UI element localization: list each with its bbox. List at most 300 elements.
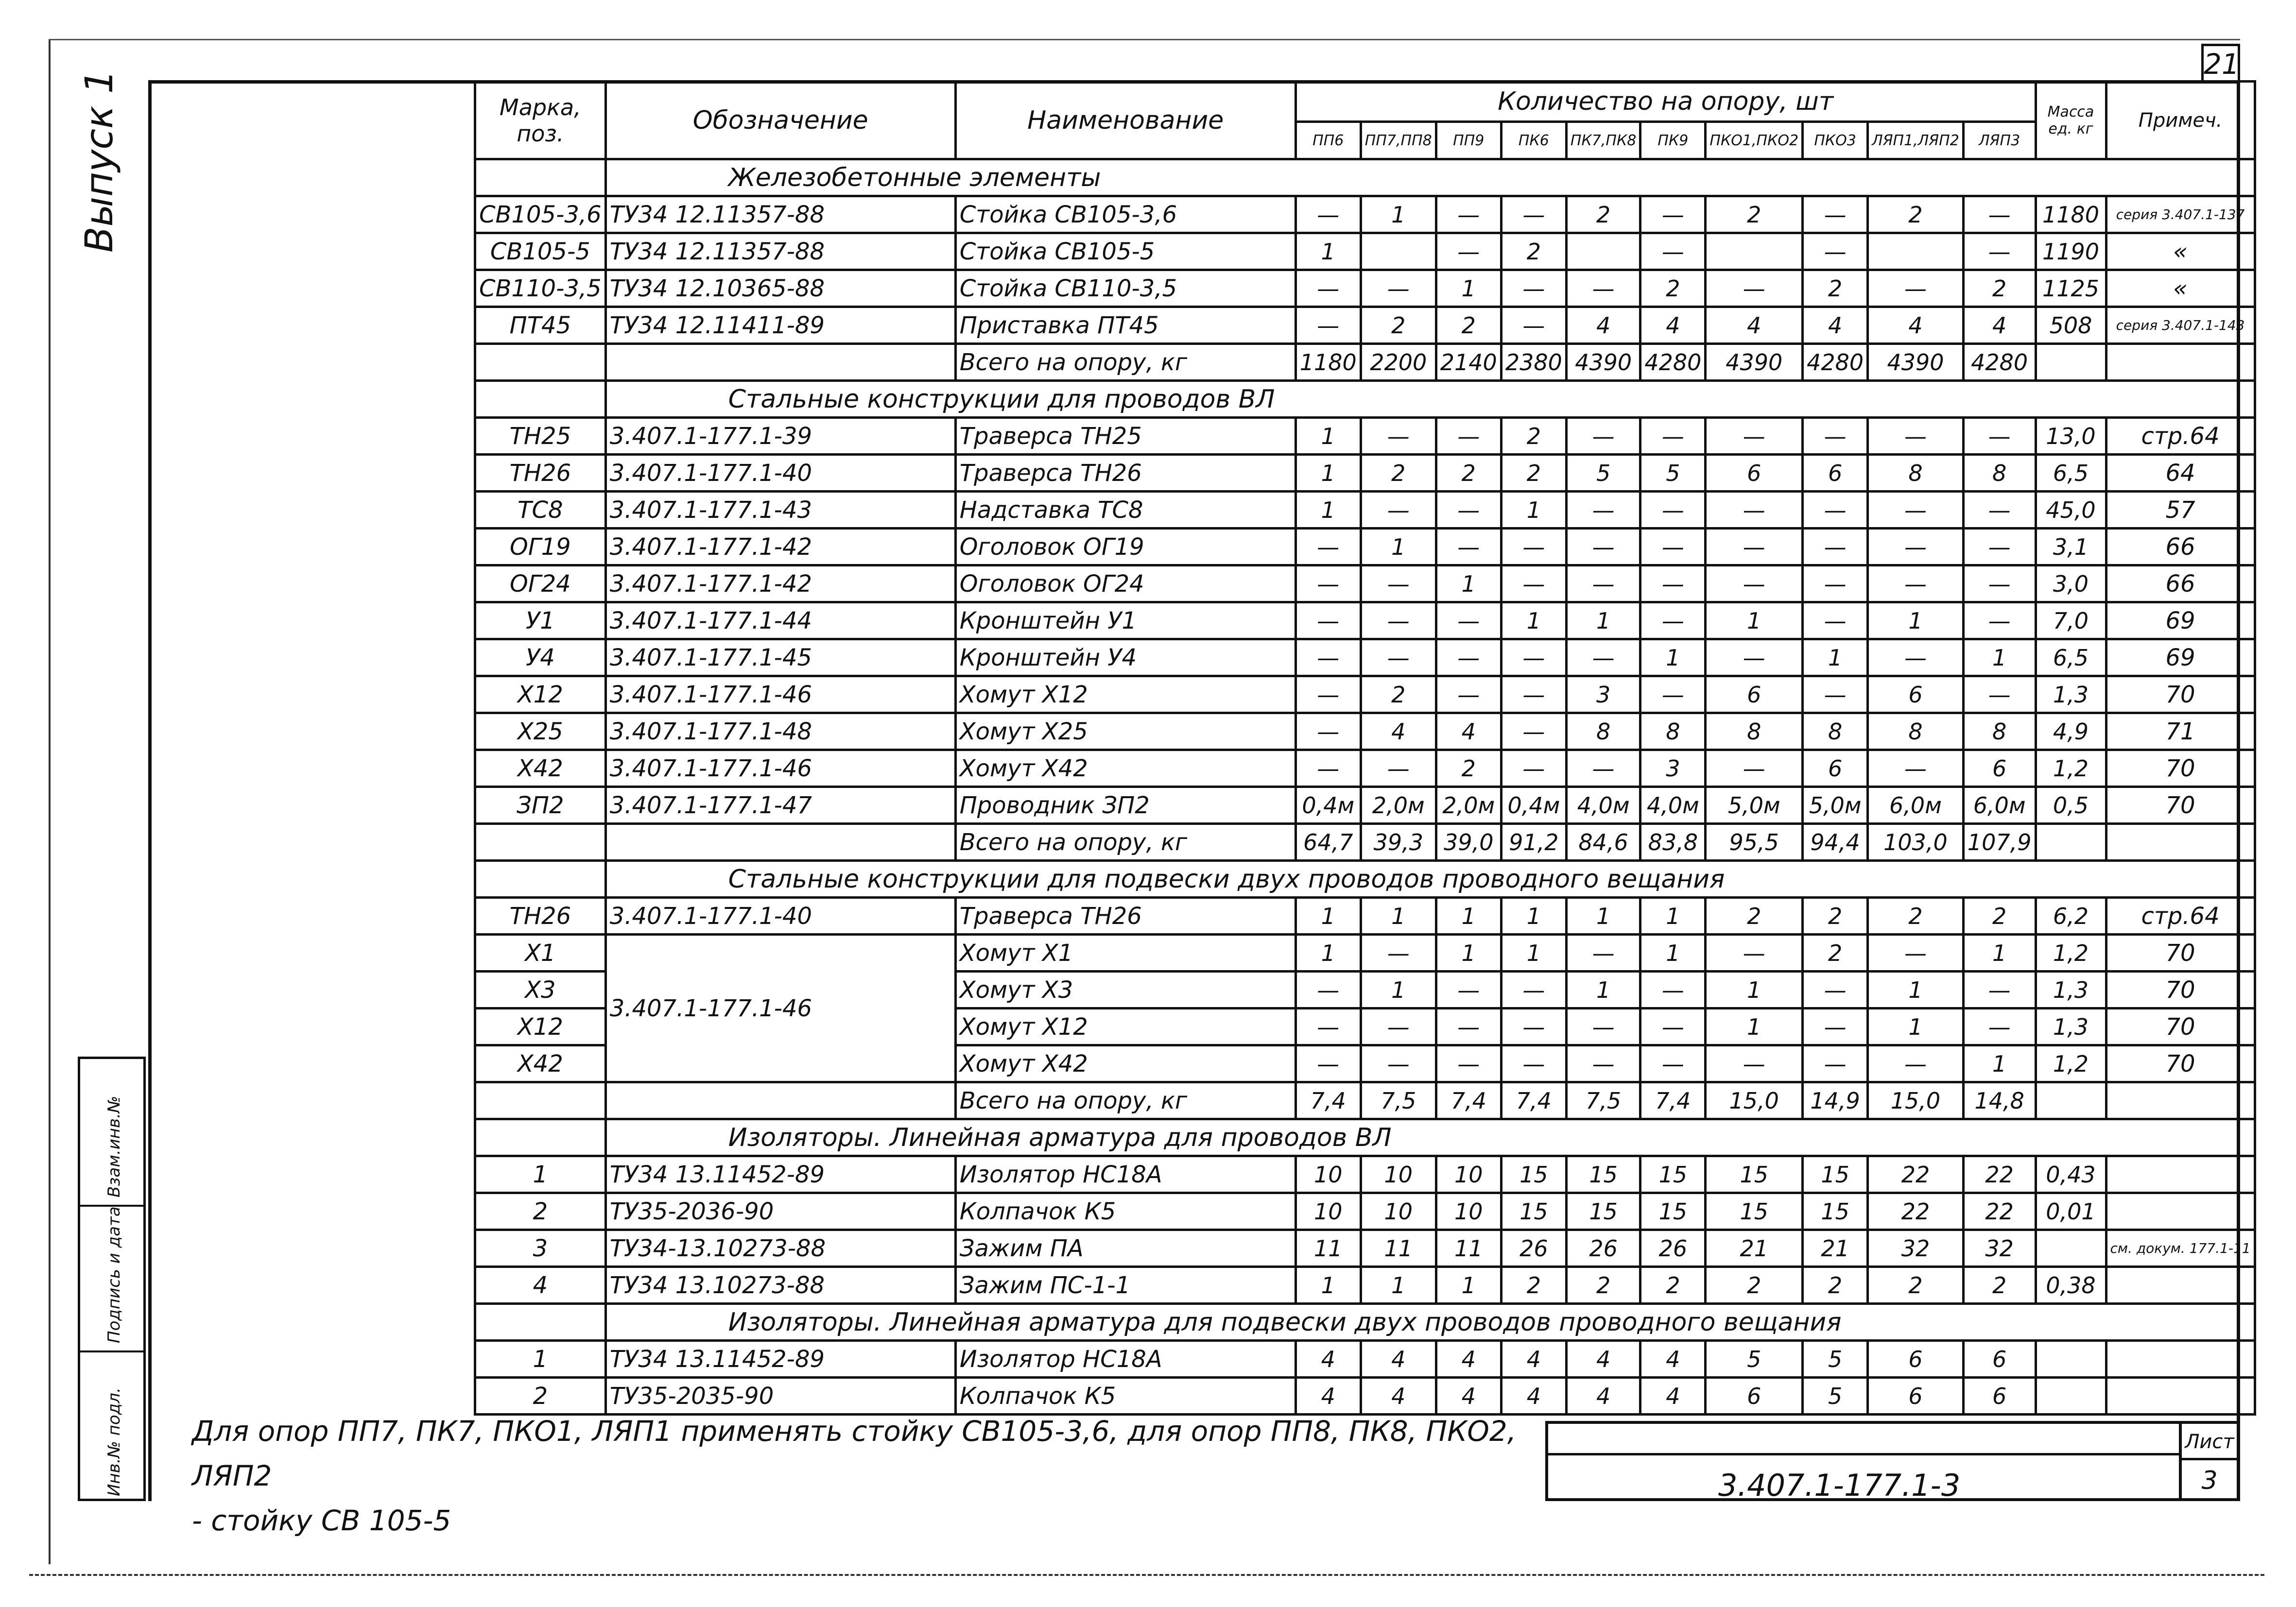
cell-quantity: 2 [1501,1267,1566,1304]
section-title: Стальные конструкции для подвески двух проводов проводного вещания [605,861,2255,898]
section-title-spacer [475,861,606,898]
cell-note: « [2106,270,2255,307]
cell-quantity: 4 [1706,307,1803,344]
cell-name: Надставка ТС8 [955,492,1295,529]
cell-quantity: 4 [1566,1378,1640,1415]
cell-name: Стойка СВ105-5 [955,233,1295,270]
cell-quantity: — [1436,1009,1501,1045]
cell-quantity: — [1436,492,1501,529]
cell-unit-mass: 6,5 [2036,639,2106,676]
table-row [475,676,2255,713]
cell-note [2106,1193,2255,1230]
cell-quantity: — [1868,935,1964,972]
cell-quantity: 8 [1706,713,1803,750]
cell-quantity: 1 [1868,602,1964,639]
cell-quantity: 2 [1963,1267,2036,1304]
cell-note: 66 [2106,529,2255,565]
side-title-text: Выпуск 1 [78,69,121,253]
cell-unit-mass [2036,1341,2106,1378]
cell-note: 64 [2106,455,2255,492]
cell-note: стр.64 [2106,418,2255,455]
cell-note: 70 [2106,1009,2255,1045]
cell-quantity: 2 [1501,455,1566,492]
cell-quantity: — [1566,1009,1640,1045]
cell-quantity: 32 [1868,1230,1964,1267]
cell-mark: ЗП2 [475,787,606,824]
cell-note: серия 3.407.1-143 [2106,307,2255,344]
cell-quantity: 7,5 [1361,1082,1436,1119]
cell-quantity: — [1295,676,1361,713]
cell-quantity: 4,0м [1566,787,1640,824]
header-unit-mass: Масса ед. кг [2036,82,2106,159]
cell-note: 66 [2106,565,2255,602]
cell-designation: ТУ34-13.10273-88 [605,1230,955,1267]
cell-quantity: 1 [1501,935,1566,972]
cell-quantity: — [1295,639,1361,676]
cell-quantity: — [1361,1045,1436,1082]
cell-unit-mass [2036,344,2106,381]
cell-quantity: — [1868,1045,1964,1082]
cell-quantity: 1 [1706,602,1803,639]
cell-note [2106,1341,2255,1378]
cell-quantity: — [1803,233,1868,270]
cell-quantity: 11 [1361,1230,1436,1267]
cell-note: 70 [2106,750,2255,787]
cell-designation: ТУ34 13.11452-89 [605,1341,955,1378]
cell-mark: 2 [475,1193,606,1230]
cell-quantity: 1 [1640,639,1706,676]
cell-quantity: — [1361,492,1436,529]
cell-quantity: — [1501,529,1566,565]
cell-quantity: 6,0м [1868,787,1964,824]
cell-quantity: 15 [1501,1156,1566,1193]
cell-quantity: 4 [1640,1341,1706,1378]
cell-unit-mass: 13,0 [2036,418,2106,455]
cell-unit-mass: 1,2 [2036,935,2106,972]
cell-note [2106,1082,2255,1119]
cell-unit-mass: 6,5 [2036,455,2106,492]
cell-quantity: — [1803,972,1868,1009]
section-title-spacer [475,381,606,418]
cell-quantity: 2 [1436,307,1501,344]
cell-name: Зажим ПА [955,1230,1295,1267]
cell-quantity: 8 [1868,713,1964,750]
table-row [475,1193,2255,1230]
header-mark: Марка, поз. [475,82,606,159]
cell-quantity: 4 [1803,307,1868,344]
cell-quantity: — [1501,713,1566,750]
cell-note: см. докум. 177.1-11 [2106,1230,2255,1267]
header-support-type: ЛЯП1,ЛЯП2 [1868,122,1964,159]
cell-quantity: 1 [1436,270,1501,307]
cell-quantity: 26 [1566,1230,1640,1267]
cell-quantity: 11 [1436,1230,1501,1267]
cell-quantity: 15 [1706,1193,1803,1230]
header-quantity: Количество на опору, шт [1295,82,2036,122]
cell-quantity: — [1501,307,1566,344]
cell-name: Изолятор НС18А [955,1156,1295,1193]
side-stamp [78,1057,146,1501]
cell-quantity: 5 [1706,1341,1803,1378]
cell-quantity: — [1963,418,2036,455]
cell-designation: 3.407.1-177.1-46 [605,676,955,713]
cell-quantity: 1 [1963,1045,2036,1082]
cell-quantity: — [1640,418,1706,455]
cell-quantity: 4 [1295,1341,1361,1378]
cell-name: Оголовок ОГ24 [955,565,1295,602]
table-row [475,713,2255,750]
cell-quantity: 2140 [1436,344,1501,381]
cell-note: 69 [2106,602,2255,639]
cell-note: 70 [2106,787,2255,824]
cell-quantity: — [1295,602,1361,639]
cell-quantity: 2 [1963,270,2036,307]
cell-name: Хомут Х25 [955,713,1295,750]
cell-mark [475,1082,606,1119]
cell-unit-mass: 6,2 [2036,898,2106,935]
cell-quantity: — [1640,492,1706,529]
cell-quantity: 6,0м [1963,787,2036,824]
table-row [475,418,2255,455]
cell-mark: Х12 [475,676,606,713]
cell-quantity: 1 [1436,898,1501,935]
cell-quantity: 2 [1640,270,1706,307]
cell-quantity: — [1566,1045,1640,1082]
cell-quantity: 21 [1803,1230,1868,1267]
cell-quantity: 4390 [1868,344,1964,381]
cell-designation: ТУ34 12.11411-89 [605,307,955,344]
header-support-type: ПК9 [1640,122,1706,159]
cell-designation [605,1082,955,1119]
cell-quantity: 8 [1640,713,1706,750]
cell-quantity: 4280 [1640,344,1706,381]
table-row [475,898,2255,935]
cell-mark: Х42 [475,1045,606,1082]
cell-unit-mass: 4,9 [2036,713,2106,750]
cell-quantity: 4280 [1963,344,2036,381]
cell-unit-mass: 1180 [2036,196,2106,233]
cell-name: Хомут Х12 [955,1009,1295,1045]
cell-quantity: — [1436,233,1501,270]
cell-designation: 3.407.1-177.1-40 [605,898,955,935]
cell-note: 71 [2106,713,2255,750]
cell-note: серия 3.407.1-137 [2106,196,2255,233]
cell-quantity: 39,0 [1436,824,1501,861]
title-block [1545,1421,2240,1501]
cell-quantity: 26 [1640,1230,1706,1267]
cell-quantity: — [1803,676,1868,713]
cell-mark: ТС8 [475,492,606,529]
cell-quantity: 7,4 [1436,1082,1501,1119]
cell-quantity: 6 [1963,1378,2036,1415]
cell-quantity: 1 [1295,455,1361,492]
cell-quantity: 2200 [1361,344,1436,381]
cell-name: Колпачок К5 [955,1378,1295,1415]
cell-quantity: — [1295,307,1361,344]
cell-quantity: 15 [1640,1156,1706,1193]
cell-quantity: 2 [1803,1267,1868,1304]
header-designation: Обозначение [605,82,955,159]
section-title-row [475,1119,2255,1156]
cell-quantity: 4 [1436,1341,1501,1378]
section-title-spacer [475,1304,606,1341]
cell-quantity: — [1640,1009,1706,1045]
cell-quantity: 2 [1436,455,1501,492]
cell-unit-mass: 0,38 [2036,1267,2106,1304]
cell-quantity: 1 [1963,935,2036,972]
cell-quantity: — [1295,1045,1361,1082]
cell-quantity: 7,4 [1640,1082,1706,1119]
cell-quantity: — [1963,196,2036,233]
header-support-type: ПП9 [1436,122,1501,159]
table-row [475,602,2255,639]
cell-quantity: 5 [1566,455,1640,492]
cell-quantity: 4 [1361,713,1436,750]
cell-quantity: 4 [1501,1341,1566,1378]
cell-quantity [1706,233,1803,270]
cell-unit-mass: 1190 [2036,233,2106,270]
title-block-divider [1548,1453,2180,1455]
cell-name: Всего на опору, кг [955,1082,1295,1119]
header-support-type: ПК7,ПК8 [1566,122,1640,159]
section-title: Изоляторы. Линейная арматура для проводов ВЛ [605,1119,2255,1156]
cell-quantity: 103,0 [1868,824,1964,861]
header-note: Примеч. [2106,82,2255,159]
cell-quantity: 22 [1868,1193,1964,1230]
cell-designation: 3.407.1-177.1-40 [605,455,955,492]
table-row [475,270,2255,307]
cell-quantity: 1 [1295,233,1361,270]
cell-quantity: — [1295,270,1361,307]
cell-quantity: — [1640,529,1706,565]
cell-designation [605,824,955,861]
cell-quantity: — [1868,492,1964,529]
cell-quantity: 4 [1566,307,1640,344]
cell-name: Оголовок ОГ19 [955,529,1295,565]
cell-quantity: 1 [1566,898,1640,935]
cell-designation: ТУ34 12.11357-88 [605,196,955,233]
cell-quantity: 4 [1640,1378,1706,1415]
cell-quantity: — [1566,418,1640,455]
cell-mark: 2 [475,1378,606,1415]
cell-quantity: 1 [1501,898,1566,935]
cell-quantity: 1 [1868,972,1964,1009]
cell-quantity: — [1640,196,1706,233]
cell-designation: 3.407.1-177.1-39 [605,418,955,455]
cell-quantity: — [1640,972,1706,1009]
cell-name: Стойка СВ110-3,5 [955,270,1295,307]
section-title-row [475,381,2255,418]
cell-quantity: 15 [1640,1193,1706,1230]
table-row [475,1082,2255,1119]
cell-mark: ТН26 [475,455,606,492]
header-name: Наименование [955,82,1295,159]
cell-note: 70 [2106,972,2255,1009]
cell-quantity: 1 [1361,529,1436,565]
cell-name: Хомут Х1 [955,935,1295,972]
cell-quantity: — [1361,418,1436,455]
cell-quantity: 4 [1640,307,1706,344]
cell-quantity: — [1706,492,1803,529]
cell-unit-mass [2036,1082,2106,1119]
section-title-spacer [475,1119,606,1156]
cell-quantity: 8 [1566,713,1640,750]
table-row [475,1156,2255,1193]
cell-designation: ТУ34 13.11452-89 [605,1156,955,1193]
cell-quantity: 2 [1803,270,1868,307]
cell-quantity: 91,2 [1501,824,1566,861]
cell-quantity: — [1501,1009,1566,1045]
cell-quantity: — [1803,1045,1868,1082]
cell-quantity: 15 [1566,1156,1640,1193]
cell-quantity: — [1501,750,1566,787]
cell-quantity: 1 [1361,898,1436,935]
cell-mark: ОГ19 [475,529,606,565]
cell-quantity: 2 [1706,196,1803,233]
cell-quantity: 22 [1963,1156,2036,1193]
cell-mark: 1 [475,1156,606,1193]
drawing-note [192,1409,1553,1543]
table-header [475,82,2255,159]
table-row [475,1230,2255,1267]
cell-quantity: — [1361,639,1436,676]
cell-designation: ТУ34 12.11357-88 [605,233,955,270]
cell-unit-mass: 45,0 [2036,492,2106,529]
cell-note: 70 [2106,1045,2255,1082]
cell-quantity: — [1566,529,1640,565]
cell-designation: 3.407.1-177.1-42 [605,565,955,602]
cell-quantity: — [1436,418,1501,455]
cell-quantity: 0,4м [1295,787,1361,824]
cell-designation: 3.407.1-177.1-46 [605,750,955,787]
section-title-row [475,1304,2255,1341]
cell-quantity: — [1566,565,1640,602]
cell-quantity: — [1295,972,1361,1009]
sheet-corner-number: 21 [2201,44,2240,80]
cell-quantity: — [1501,676,1566,713]
cell-unit-mass: 0,01 [2036,1193,2106,1230]
cell-quantity: 11 [1295,1230,1361,1267]
cell-quantity: 3 [1640,750,1706,787]
cell-quantity: 1 [1361,196,1436,233]
cell-quantity: 1 [1566,602,1640,639]
note-line-1: Для опор ПП7, ПК7, ПКО1, ЛЯП1 применять стойку СВ105-3,6, для опор ПП8, ПК8, ПКО2, ЛЯП2 [192,1415,1517,1492]
cell-quantity: 15 [1706,1156,1803,1193]
cell-designation: 3.407.1-177.1-45 [605,639,955,676]
cell-quantity: 4 [1963,307,2036,344]
cell-mark: СВ105-5 [475,233,606,270]
cell-quantity: 2 [1566,196,1640,233]
document-code: 3.407.1-177.1-3 [1718,1468,1961,1503]
cell-quantity: 1180 [1295,344,1361,381]
cell-quantity: 6 [1963,1341,2036,1378]
cell-quantity: — [1963,233,2036,270]
header-support-type: ПП7,ПП8 [1361,122,1436,159]
cell-unit-mass: 1,3 [2036,972,2106,1009]
cell-quantity: 5 [1640,455,1706,492]
cell-quantity: — [1868,529,1964,565]
section-title: Изоляторы. Линейная арматура для подвески двух проводов проводного вещания [605,1304,2255,1341]
header-support-type: ПК6 [1501,122,1566,159]
cell-quantity: 1 [1361,1267,1436,1304]
cell-quantity: — [1963,1009,2036,1045]
section-title: Железобетонные элементы [605,159,2255,196]
cell-quantity: 10 [1361,1156,1436,1193]
cell-quantity: — [1640,1045,1706,1082]
cell-quantity: — [1640,602,1706,639]
cell-quantity: 4390 [1706,344,1803,381]
cell-quantity: — [1706,750,1803,787]
cell-quantity: 15 [1803,1193,1868,1230]
cell-quantity: — [1706,270,1803,307]
cell-quantity: — [1295,750,1361,787]
cell-designation: 3.407.1-177.1-42 [605,529,955,565]
cell-quantity: 2 [1501,233,1566,270]
cell-quantity: 0,4м [1501,787,1566,824]
cell-quantity: 2 [1868,196,1964,233]
header-support-type: ПКО3 [1803,122,1868,159]
cell-note: 57 [2106,492,2255,529]
cell-quantity: — [1868,565,1964,602]
table-row [475,565,2255,602]
table-row [475,824,2255,861]
cell-mark: ТН25 [475,418,606,455]
cell-quantity [1566,233,1640,270]
cell-quantity: 5 [1803,1341,1868,1378]
cell-note: стр.64 [2106,898,2255,935]
cell-quantity: 1 [1868,1009,1964,1045]
cell-quantity: 1 [1361,972,1436,1009]
header-support-type: ЛЯП3 [1963,122,2036,159]
cell-quantity: 26 [1501,1230,1566,1267]
cell-quantity: 32 [1963,1230,2036,1267]
cell-quantity: 95,5 [1706,824,1803,861]
cell-mark: ТН26 [475,898,606,935]
cell-note: 70 [2106,676,2255,713]
cell-quantity: 14,8 [1963,1082,2036,1119]
cell-quantity: 8 [1803,713,1868,750]
cell-quantity: 64,7 [1295,824,1361,861]
cell-quantity: 2 [1963,898,2036,935]
cell-quantity: — [1295,196,1361,233]
cell-quantity: 4 [1295,1378,1361,1415]
cell-quantity: — [1501,972,1566,1009]
cell-quantity: — [1803,529,1868,565]
cell-quantity: — [1963,492,2036,529]
cell-designation: ТУ34 13.10273-88 [605,1267,955,1304]
cell-quantity: 6 [1706,676,1803,713]
cell-designation: 3.407.1-177.1-47 [605,787,955,824]
cell-quantity: 7,4 [1295,1082,1361,1119]
cell-quantity: 1 [1706,1009,1803,1045]
cell-quantity: 1 [1295,935,1361,972]
cell-quantity: 21 [1706,1230,1803,1267]
cell-quantity: 10 [1361,1193,1436,1230]
cell-quantity: 4280 [1803,344,1868,381]
cell-unit-mass: 0,43 [2036,1156,2106,1193]
cell-designation: ТУ34 12.10365-88 [605,270,955,307]
cell-quantity: 5,0м [1706,787,1803,824]
cell-name: Зажим ПС-1-1 [955,1267,1295,1304]
cell-quantity: 2 [1361,455,1436,492]
cell-quantity: — [1963,529,2036,565]
cell-unit-mass [2036,1378,2106,1415]
cell-unit-mass: 1,3 [2036,1009,2106,1045]
cell-quantity: 1 [1501,492,1566,529]
cell-name: Хомут Х3 [955,972,1295,1009]
cell-quantity: — [1706,565,1803,602]
cell-mark: У4 [475,639,606,676]
